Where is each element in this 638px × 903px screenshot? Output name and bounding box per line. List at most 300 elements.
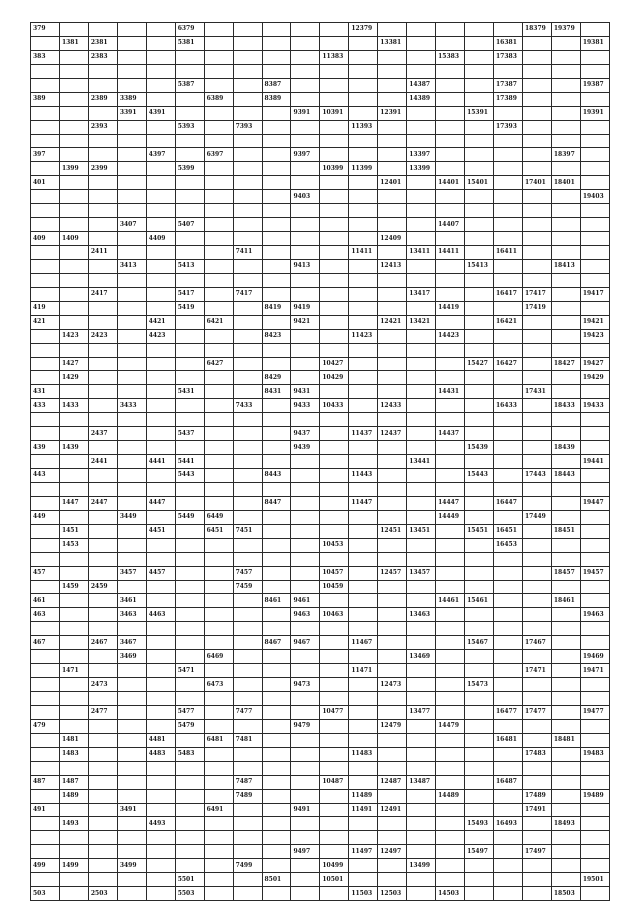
table-cell [59,287,88,301]
table-cell [204,469,233,483]
table-cell: 13457 [407,566,436,580]
table-cell [407,719,436,733]
table-cell [233,343,262,357]
table-cell [349,859,378,873]
table-cell [262,106,291,120]
table-cell [320,385,349,399]
table-cell [204,692,233,706]
table-cell [349,273,378,287]
table-cell [378,873,407,887]
table-cell [204,441,233,455]
table-cell [291,469,320,483]
table-cell [436,64,465,78]
table-cell [233,64,262,78]
table-cell [291,176,320,190]
table-cell [378,594,407,608]
table-cell: 7477 [233,705,262,719]
table-cell [407,273,436,287]
table-cell [378,413,407,427]
table-cell [522,162,551,176]
table-cell: 3457 [117,566,146,580]
table-cell: 5413 [175,259,204,273]
table-cell [117,315,146,329]
table-cell [465,538,494,552]
table-cell [117,747,146,761]
table-cell [175,622,204,636]
table-cell: 19447 [580,496,609,510]
table-cell: 1487 [59,775,88,789]
table-cell [204,831,233,845]
table-cell [59,594,88,608]
table-cell [378,859,407,873]
table-cell [551,301,580,315]
table-cell [494,106,523,120]
table-cell: 14411 [436,246,465,260]
table-cell [494,887,523,901]
table-cell [146,357,175,371]
table-row [31,162,610,176]
table-cell [175,538,204,552]
table-cell: 17443 [522,469,551,483]
table-cell [291,566,320,580]
table-cell [436,190,465,204]
table-cell [31,552,60,566]
table-cell: 8431 [262,385,291,399]
table-cell [465,315,494,329]
table-cell [436,343,465,357]
table-cell [378,789,407,803]
table-cell [494,552,523,566]
table-cell [146,36,175,50]
table-cell [436,162,465,176]
table-cell [146,580,175,594]
table-cell [436,678,465,692]
table-cell [59,413,88,427]
table-cell [233,78,262,92]
table-cell [436,566,465,580]
table-cell [349,385,378,399]
table-cell [31,78,60,92]
table-cell: 1453 [59,538,88,552]
table-cell: 9391 [291,106,320,120]
table-cell [551,608,580,622]
table-cell [262,789,291,803]
table-cell [494,427,523,441]
table-cell [580,510,609,524]
table-cell [494,218,523,232]
table-cell: 1499 [59,859,88,873]
table-cell: 19429 [580,371,609,385]
table-cell [233,134,262,148]
table-cell [117,232,146,246]
table-cell: 11497 [349,845,378,859]
table-cell [146,594,175,608]
table-cell [262,510,291,524]
table-cell: 4441 [146,455,175,469]
table-cell [494,859,523,873]
table-cell: 503 [31,887,60,901]
table-cell [204,608,233,622]
table-cell [551,636,580,650]
table-cell [407,259,436,273]
table-cell [522,50,551,64]
table-cell [233,357,262,371]
table-cell: 11437 [349,427,378,441]
table-cell [31,761,60,775]
table-cell [320,789,349,803]
table-cell: 6473 [204,678,233,692]
table-cell: 9463 [291,608,320,622]
table-cell [88,78,117,92]
table-cell [59,622,88,636]
table-cell [580,678,609,692]
table-row [31,343,610,357]
table-cell [146,204,175,218]
table-cell [146,427,175,441]
table-cell: 419 [31,301,60,315]
table-cell: 8443 [262,469,291,483]
table-cell: 13381 [378,36,407,50]
table-cell [146,761,175,775]
table-cell [262,120,291,134]
table-cell [407,218,436,232]
table-cell [146,399,175,413]
table-cell: 13441 [407,455,436,469]
table-cell [59,23,88,37]
table-cell [117,204,146,218]
table-cell [349,455,378,469]
table-cell [233,594,262,608]
table-cell [88,859,117,873]
table-cell: 18443 [551,469,580,483]
table-cell [31,455,60,469]
table-cell [407,36,436,50]
table-cell: 7393 [233,120,262,134]
table-cell: 10477 [320,705,349,719]
table-cell [378,329,407,343]
table-cell [262,190,291,204]
table-cell [378,441,407,455]
table-cell [233,36,262,50]
table-cell [465,747,494,761]
table-cell [436,636,465,650]
table-cell [494,162,523,176]
table-cell: 13469 [407,650,436,664]
table-cell: 389 [31,92,60,106]
table-cell [291,859,320,873]
table-cell [522,329,551,343]
table-cell [349,873,378,887]
table-cell [291,218,320,232]
table-cell [88,817,117,831]
table-cell [465,232,494,246]
table-cell [146,873,175,887]
table-cell: 17467 [522,636,551,650]
table-cell [175,803,204,817]
table-cell [204,78,233,92]
table-cell [436,831,465,845]
table-cell [117,287,146,301]
table-cell [580,441,609,455]
table-cell [233,608,262,622]
table-cell [580,120,609,134]
table-cell [31,204,60,218]
table-cell: 3491 [117,803,146,817]
table-cell: 433 [31,399,60,413]
table-cell [204,106,233,120]
table-cell: 19391 [580,106,609,120]
table-cell: 18413 [551,259,580,273]
table-cell [146,469,175,483]
table-cell: 6427 [204,357,233,371]
table-cell [580,524,609,538]
table-cell [551,232,580,246]
table-cell [204,50,233,64]
table-row [31,594,610,608]
table-cell [204,204,233,218]
table-cell: 18457 [551,566,580,580]
table-cell [551,413,580,427]
table-cell [522,496,551,510]
table-cell [551,664,580,678]
table-cell [175,594,204,608]
table-cell: 9439 [291,441,320,455]
table-cell [117,120,146,134]
table-row [31,385,610,399]
table-cell [378,831,407,845]
table-cell [522,831,551,845]
table-row [31,371,610,385]
table-cell: 15439 [465,441,494,455]
table-cell [59,315,88,329]
table-cell [262,705,291,719]
table-cell: 383 [31,50,60,64]
table-cell: 16433 [494,399,523,413]
table-cell [580,413,609,427]
table-cell [291,775,320,789]
table-cell [378,371,407,385]
table-cell: 11489 [349,789,378,803]
table-cell [522,761,551,775]
table-cell [465,273,494,287]
table-cell [146,636,175,650]
table-cell [117,469,146,483]
table-cell [522,106,551,120]
table-cell: 5417 [175,287,204,301]
table-row [31,678,610,692]
table-cell [551,204,580,218]
table-cell: 18439 [551,441,580,455]
table-cell [436,23,465,37]
table-cell [580,204,609,218]
table-cell [465,622,494,636]
table-row [31,775,610,789]
table-cell [378,92,407,106]
table-cell: 12491 [378,803,407,817]
table-cell [349,817,378,831]
table-cell [522,873,551,887]
table-cell: 6389 [204,92,233,106]
table-cell [59,134,88,148]
table-cell [146,246,175,260]
table-cell [551,315,580,329]
table-cell: 5477 [175,705,204,719]
table-cell [262,218,291,232]
table-cell: 1399 [59,162,88,176]
table-cell: 13397 [407,148,436,162]
table-cell [551,482,580,496]
table-cell [291,887,320,901]
table-cell [31,678,60,692]
table-row [31,134,610,148]
table-cell [436,36,465,50]
table-cell: 17491 [522,803,551,817]
table-cell [407,106,436,120]
table-cell [407,482,436,496]
table-cell [204,664,233,678]
table-cell [31,246,60,260]
table-cell [204,761,233,775]
table-cell [320,664,349,678]
table-cell [407,761,436,775]
table-cell [580,50,609,64]
table-cell [204,287,233,301]
table-cell: 12409 [378,232,407,246]
table-cell [378,469,407,483]
table-cell [88,873,117,887]
table-cell [465,455,494,469]
table-cell [233,552,262,566]
table-cell: 9479 [291,719,320,733]
table-cell [291,580,320,594]
table-cell: 17489 [522,789,551,803]
table-cell: 16481 [494,733,523,747]
table-cell [146,664,175,678]
table-cell: 7499 [233,859,262,873]
table-cell [146,120,175,134]
table-cell [31,831,60,845]
table-cell: 6469 [204,650,233,664]
table-cell [320,510,349,524]
table-cell: 1483 [59,747,88,761]
table-cell [378,120,407,134]
table-cell [262,357,291,371]
table-cell: 15467 [465,636,494,650]
table-row [31,218,610,232]
table-cell [494,455,523,469]
table-cell [88,232,117,246]
table-cell [349,608,378,622]
table-cell [551,496,580,510]
table-cell [117,482,146,496]
table-cell [59,692,88,706]
table-cell [88,650,117,664]
table-row [31,441,610,455]
table-cell: 5501 [175,873,204,887]
table-cell [31,496,60,510]
table-cell [494,23,523,37]
table-cell [146,887,175,901]
table-cell: 14423 [436,329,465,343]
table-cell: 3413 [117,259,146,273]
table-cell: 7459 [233,580,262,594]
table-cell [31,162,60,176]
table-cell [117,524,146,538]
table-cell [407,664,436,678]
table-cell: 7487 [233,775,262,789]
table-cell [349,510,378,524]
table-row [31,719,610,733]
table-cell [580,887,609,901]
table-cell: 14489 [436,789,465,803]
table-cell [378,664,407,678]
table-cell [291,496,320,510]
table-row [31,148,610,162]
table-cell [551,803,580,817]
table-cell [551,859,580,873]
table-cell [262,204,291,218]
table-cell: 12391 [378,106,407,120]
table-cell [522,441,551,455]
table-cell [88,399,117,413]
table-cell: 14461 [436,594,465,608]
number-grid-body [31,23,610,901]
table-cell [436,371,465,385]
table-cell [349,106,378,120]
table-cell [320,273,349,287]
table-cell [494,831,523,845]
table-cell [580,538,609,552]
table-cell [378,761,407,775]
table-cell: 16453 [494,538,523,552]
table-cell [465,719,494,733]
table-cell [349,259,378,273]
table-row [31,246,610,260]
table-cell: 10487 [320,775,349,789]
table-cell: 6491 [204,803,233,817]
table-cell [204,636,233,650]
table-cell: 19403 [580,190,609,204]
table-cell [146,287,175,301]
table-cell [117,761,146,775]
table-cell [146,259,175,273]
table-cell [146,64,175,78]
table-cell [204,845,233,859]
table-cell: 11503 [349,887,378,901]
table-cell [407,134,436,148]
table-cell: 4409 [146,232,175,246]
table-cell [59,273,88,287]
table-cell: 4447 [146,496,175,510]
table-cell: 18481 [551,733,580,747]
table-cell [291,747,320,761]
table-cell [378,636,407,650]
table-cell [465,496,494,510]
table-cell [59,482,88,496]
table-cell [204,301,233,315]
table-cell [580,92,609,106]
table-cell [349,594,378,608]
table-cell: 15451 [465,524,494,538]
table-cell [175,204,204,218]
table-cell [378,510,407,524]
table-cell [233,273,262,287]
table-cell [291,705,320,719]
table-cell [204,371,233,385]
table-cell [233,469,262,483]
table-cell [378,482,407,496]
table-cell [551,78,580,92]
